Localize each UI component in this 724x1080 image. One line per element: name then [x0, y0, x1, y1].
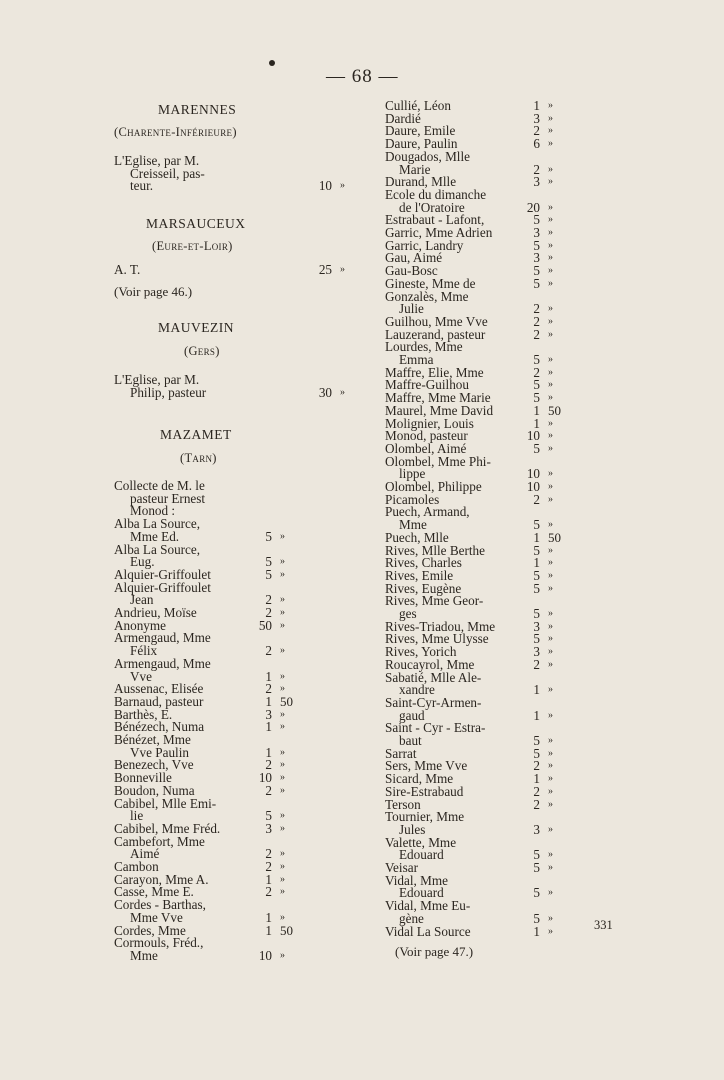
entry-cents: »: [548, 417, 553, 429]
entry-cents: »: [280, 670, 285, 682]
entry-name-line: Maffre, Mme Marie: [385, 390, 491, 406]
entry-name-line: Puech, Armand,: [385, 504, 470, 520]
entry-amount: 5: [533, 237, 540, 253]
entry-amount: 2: [533, 161, 540, 177]
entry-name-line: Alquier-Griffoulet: [114, 579, 211, 595]
entry-amount: 5: [533, 390, 540, 406]
entry-cents: »: [280, 746, 285, 758]
entry-name-line: Jean: [130, 592, 154, 608]
entry-name-line: teur.: [130, 178, 154, 194]
entry-name-line: Guilhou, Mme Vve: [385, 313, 488, 329]
entry-cents: »: [548, 798, 553, 810]
entry-amount: 2: [533, 491, 540, 507]
entry-amount: 2: [533, 364, 540, 380]
section-heading: MARSAUCEUX: [146, 216, 246, 231]
entry-name-line: xandre: [399, 682, 435, 698]
entry-amount: 5: [265, 554, 272, 570]
entry-name-line: A. T.: [114, 262, 141, 277]
entry-amount: 5: [533, 580, 540, 596]
section-region: (Eure-et-Loir): [152, 239, 233, 253]
entry-cents: »: [280, 822, 285, 834]
entry-amount: 5: [533, 542, 540, 558]
entry-amount: 5: [533, 860, 540, 875]
entry-name-line: Maffre-Guilhou: [385, 377, 469, 393]
entry-amount: 10: [526, 479, 540, 494]
entry-cents: »: [548, 201, 553, 213]
entry-name-line: Andrieu, Moïse: [114, 605, 197, 620]
entry-name-line: Julie: [399, 301, 424, 317]
entry-cents: »: [548, 112, 553, 124]
entry-name-line: Jules: [399, 821, 426, 837]
entry-cents: »: [548, 747, 553, 759]
entry-name-line: Cormouls, Fréd.,: [114, 935, 204, 951]
entry-name-line: Barthès, E.: [114, 706, 173, 722]
entry-amount: 5: [533, 212, 540, 228]
entry-cents: »: [280, 594, 285, 606]
entry-name-line: Vve Paulin: [130, 744, 189, 760]
section-region: (Gers): [184, 344, 220, 358]
entry-cents: »: [280, 810, 285, 822]
column-total: 331: [594, 918, 613, 932]
section-region: (Charente-Inférieure): [114, 125, 237, 139]
entry-amount: 3: [533, 174, 540, 190]
entry-amount: 2: [265, 846, 272, 862]
entry-name-line: Bénézet, Mme: [114, 732, 191, 747]
entry-cents: 50: [280, 922, 293, 938]
entry-name-line: Saint - Cyr - Estra-: [385, 720, 486, 736]
entry-amount: 5: [533, 847, 540, 863]
entry-cents: »: [548, 684, 553, 696]
entry-cents: »: [548, 633, 553, 645]
entry-name-line: Sarrat: [385, 745, 417, 761]
entry-amount: 5: [533, 606, 540, 621]
entry-amount: 5: [265, 566, 272, 582]
entry-cents: »: [280, 708, 285, 720]
entry-name-line: Roucayrol, Mme: [385, 656, 475, 672]
entry-cents: »: [280, 861, 285, 872]
entry-cents: »: [280, 530, 285, 542]
entry-amount: 10: [526, 466, 540, 482]
entry-amount: 3: [533, 225, 540, 240]
entry-amount: 3: [533, 618, 540, 634]
entry-name-line: Monod, pasteur: [385, 428, 468, 444]
entry-amount: 2: [265, 605, 272, 620]
entry-amount: 25: [318, 262, 332, 277]
entry-name-line: Saint-Cyr-Armen-: [385, 694, 482, 710]
entry-amount: 3: [533, 110, 540, 126]
entry-name-line: Cambon: [114, 859, 159, 874]
entry-amount: 2: [533, 313, 540, 329]
entry-name-line: L'Eglise, par M.: [114, 153, 200, 168]
entry-name-line: Rives, Eugène: [385, 580, 462, 596]
entry-amount: 2: [533, 758, 540, 774]
entry-amount: 5: [533, 885, 540, 901]
entry-name-line: Gonzalès, Mme: [385, 288, 469, 304]
entry-name-line: Carayon, Mme A.: [114, 871, 209, 887]
entry-cents: »: [548, 620, 553, 632]
entry-amount: 5: [533, 263, 540, 279]
entry-amount: 30: [318, 384, 332, 400]
entry-amount: 1: [533, 682, 540, 698]
entry-name-line: Aussenac, Elisée: [114, 681, 204, 697]
entry-name-line: Cabibel, Mlle Emi-: [114, 795, 217, 811]
entry-amount: 3: [533, 644, 540, 660]
entry-name-line: Anonyme: [114, 617, 167, 633]
entry-cents: »: [548, 315, 553, 327]
entry-amount: 2: [265, 592, 272, 608]
entry-name-line: Lourdes, Mme: [385, 339, 463, 355]
entry-name-line: Rives, Mme Geor-: [385, 593, 484, 609]
entry-cents: »: [280, 568, 285, 580]
entry-name-line: Philip, pasteur: [130, 384, 207, 400]
entry-cents: »: [548, 227, 553, 238]
entry-name-line: Cullié, Léon: [385, 98, 451, 113]
entry-cents: »: [548, 214, 553, 226]
entry-cents: »: [548, 176, 553, 188]
entry-amount: 2: [265, 757, 272, 773]
entry-name-line: Lauzerand, pasteur: [385, 326, 486, 342]
entry-name-line: Vve: [130, 668, 152, 684]
entry-amount: 1: [533, 923, 540, 939]
entry-cents: »: [548, 862, 553, 873]
entry-name-line: Vidal, Mme: [385, 872, 448, 888]
entry-amount: 1: [533, 771, 540, 787]
entry-name-line: lippe: [399, 466, 426, 482]
entry-name-line: Mme Vve: [130, 909, 183, 925]
entry-amount: 3: [533, 250, 540, 266]
entry-name-line: Olombel, Philippe: [385, 479, 482, 494]
entry-cents: »: [548, 823, 553, 835]
entry-cents: »: [548, 582, 553, 594]
entry-amount: 3: [533, 821, 540, 837]
entry-name-line: Dardié: [385, 110, 421, 126]
entry-cents: »: [548, 277, 553, 289]
section-heading: MARENNES: [158, 102, 237, 117]
entry-amount: 1: [265, 909, 272, 925]
entry-cents: »: [280, 721, 285, 733]
entry-amount: 10: [318, 178, 332, 194]
entry-name-line: Tournier, Mme: [385, 809, 465, 825]
entry-amount: 2: [533, 301, 540, 317]
entry-cents: »: [548, 519, 553, 531]
entry-cents: »: [548, 481, 553, 492]
entry-name-line: Garric, Landry: [385, 237, 464, 253]
entry-amount: 1: [265, 719, 272, 735]
entry-amount: 20: [526, 199, 540, 215]
entry-name-line: Olombel, Mme Phi-: [385, 453, 491, 469]
entry-amount: 5: [533, 631, 540, 647]
entry-cents: »: [548, 658, 553, 670]
entry-name-line: Boudon, Numa: [114, 782, 195, 798]
entry-name-line: Aimé: [130, 846, 160, 862]
entry-cents: »: [548, 735, 553, 746]
entry-name-line: Cordes - Barthas,: [114, 897, 206, 913]
entry-amount: 2: [533, 796, 540, 812]
entry-cents: »: [548, 709, 553, 721]
entry-name-line: Creisseil, pas-: [130, 165, 205, 181]
entry-name-line: Durand, Mlle: [385, 174, 457, 190]
entry-name-line: Sire-Estrabaud: [385, 783, 464, 799]
entry-name-line: Cabibel, Mme Fréd.: [114, 820, 221, 836]
entry-amount: 1: [265, 871, 272, 887]
entry-name-line: Sabatié, Mlle Ale-: [385, 669, 482, 685]
entry-amount: 5: [533, 377, 540, 393]
entry-amount: 2: [265, 782, 272, 798]
entry-name-line: Félix: [130, 643, 158, 659]
entry-amount: 1: [533, 707, 540, 723]
entry-amount: 5: [533, 733, 540, 748]
entry-cents: »: [548, 442, 553, 454]
entry-amount: 10: [526, 428, 540, 444]
entry-cents: »: [280, 607, 285, 618]
entry-cents: »: [548, 849, 553, 861]
entry-cents: »: [280, 556, 285, 568]
entry-amount: 5: [533, 910, 540, 926]
entry-name-line: Emma: [399, 352, 434, 367]
entry-amount: 2: [265, 884, 272, 900]
entry-cents: »: [548, 557, 553, 569]
entry-cents: »: [280, 949, 285, 961]
entry-name-line: Edouard: [399, 847, 444, 863]
entry-cents: »: [548, 925, 553, 937]
entry-name-line: Armengaud, Mme: [114, 655, 211, 671]
entry-amount: 1: [533, 415, 540, 431]
entry-amount: 5: [265, 528, 272, 544]
entry-name-line: Vidal, Mme Eu-: [385, 898, 471, 914]
entry-cents: »: [548, 125, 553, 137]
entry-amount: 2: [265, 859, 272, 874]
entry-cents: »: [340, 264, 345, 275]
entry-cents: »: [548, 773, 553, 785]
entry-cents: »: [548, 760, 553, 772]
entry-name-line: Vidal La Source: [385, 923, 471, 939]
section-region: (Tarn): [180, 451, 217, 465]
entry-name-line: Puech, Mlle: [385, 529, 449, 545]
entry-cents: 50: [548, 529, 561, 545]
entry-name-line: Marie: [399, 161, 431, 177]
entry-amount: 2: [265, 681, 272, 697]
entry-amount: 1: [265, 668, 272, 684]
entry-amount: 5: [533, 517, 540, 533]
section-heading: MAZAMET: [160, 427, 232, 442]
entry-name-line: Daure, Paulin: [385, 136, 458, 152]
entry-cents: »: [280, 772, 285, 784]
entry-name-line: baut: [399, 733, 422, 748]
entry-amount: 3: [265, 820, 272, 836]
entry-cents: »: [280, 619, 285, 631]
entry-amount: 1: [533, 529, 540, 545]
entry-name-line: Ecole du dimanche: [385, 186, 487, 202]
entry-cents: »: [548, 912, 553, 924]
entry-name-line: Cordes, Mme: [114, 922, 186, 938]
entry-cents: »: [548, 163, 553, 175]
entry-cents: »: [548, 252, 553, 264]
entry-cents: »: [548, 569, 553, 581]
entry-cents: »: [548, 785, 553, 797]
entry-cents: »: [548, 493, 553, 505]
entry-name-line: Veisar: [385, 860, 418, 875]
entry-amount: 5: [265, 808, 272, 824]
entry-name-line: Mme: [130, 947, 158, 963]
entry-cents: »: [548, 366, 553, 378]
section-heading: MAUVEZIN: [158, 320, 234, 335]
entry-cents: »: [280, 848, 285, 860]
entry-amount: 3: [265, 706, 272, 722]
entry-cents: »: [280, 784, 285, 796]
entry-name-line: Sicard, Mme: [385, 771, 454, 787]
entry-name-line: Alquier-Griffoulet: [114, 566, 211, 582]
entry-name-line: gène: [399, 910, 424, 926]
entry-cents: »: [548, 430, 553, 442]
entry-amount: 5: [533, 352, 540, 367]
entry-amount: 1: [533, 98, 540, 113]
page-number: — 68 —: [326, 66, 399, 87]
entry-amount: 5: [533, 440, 540, 456]
entry-name-line: Eug.: [130, 554, 155, 570]
entry-cents: 50: [280, 693, 293, 709]
entry-cents: »: [340, 180, 345, 192]
entry-amount: 2: [265, 643, 272, 659]
entry-name-line: Daure, Emile: [385, 123, 456, 139]
entry-cents: »: [280, 886, 285, 898]
entry-amount: 5: [533, 745, 540, 761]
entry-cents: »: [340, 386, 345, 398]
entry-amount: 2: [533, 656, 540, 672]
entry-cents: »: [280, 645, 285, 657]
entry-amount: 2: [533, 326, 540, 342]
entry-name-line: Rives, Mme Ulysse: [385, 631, 489, 647]
entry-name-line: Maffre, Elie, Mme: [385, 364, 484, 380]
entry-name-line: pasteur Ernest: [130, 490, 206, 506]
entry-cents: »: [548, 379, 553, 391]
entry-name-line: Collecte de M. le: [114, 478, 205, 493]
entry-cents: »: [548, 544, 553, 556]
entry-name-line: Rives, Yorich: [385, 644, 457, 660]
entry-name-line: Sers, Mme Vve: [385, 758, 468, 774]
entry-name-line: gaud: [399, 707, 425, 723]
entry-cents: »: [548, 239, 553, 251]
entry-name-line: Picamoles: [385, 491, 440, 507]
entry-name-line: Olombel, Aimé: [385, 440, 467, 456]
entry-name-line: Rives, Emile: [385, 567, 454, 583]
entry-cents: »: [548, 328, 553, 340]
entry-name-line: Mme: [399, 517, 427, 533]
entry-cents: »: [280, 911, 285, 923]
entry-cents: »: [548, 138, 553, 150]
entry-name-line: Molignier, Louis: [385, 415, 474, 431]
entry-name-line: Mme Ed.: [130, 528, 180, 544]
entry-amount: 6: [533, 136, 540, 152]
entry-amount: 10: [258, 947, 272, 963]
ink-dot: [269, 60, 275, 66]
entry-name-line: Maurel, Mme David: [385, 402, 494, 418]
entry-amount: 1: [265, 744, 272, 760]
entry-name-line: Cambefort, Mme: [114, 833, 205, 849]
entry-name-line: Dougados, Mlle: [385, 148, 470, 164]
entry-name-line: Alba La Source,: [114, 541, 201, 557]
entry-name-line: Rives, Charles: [385, 555, 462, 571]
entry-cents: »: [548, 100, 553, 111]
entry-name-line: L'Eglise, par M.: [114, 372, 200, 387]
entry-amount: 2: [533, 123, 540, 139]
entry-cents: »: [548, 392, 553, 404]
entry-name-line: Terson: [385, 796, 421, 812]
entry-name-line: Gau-Bosc: [385, 263, 438, 279]
entry-cents: »: [548, 887, 553, 899]
entry-cents: »: [548, 354, 553, 365]
entry-name-line: Barnaud, pasteur: [114, 693, 204, 709]
entry-cents: »: [548, 468, 553, 480]
entry-name-line: Garric, Mme Adrien: [385, 225, 493, 240]
see-also-note: (Voir page 47.): [395, 944, 474, 960]
entry-name-line: de l'Oratoire: [399, 199, 465, 215]
see-also-note: (Voir page 46.): [114, 284, 193, 299]
entry-cents: »: [548, 265, 553, 277]
entry-name-line: Gineste, Mme de: [385, 275, 476, 291]
entry-name-line: Casse, Mme E.: [114, 884, 194, 900]
entry-cents: »: [548, 303, 553, 315]
entry-name-line: Armengaud, Mme: [114, 630, 211, 646]
entry-name-line: Edouard: [399, 885, 444, 901]
entry-cents: »: [280, 759, 285, 771]
entry-name-line: Gau, Aimé: [385, 250, 443, 266]
entry-name-line: Rives, Mlle Berthe: [385, 542, 485, 558]
entry-name-line: Benezech, Vve: [114, 757, 194, 773]
entry-amount: 10: [258, 770, 272, 786]
entry-cents: »: [548, 608, 553, 619]
entry-amount: 1: [265, 922, 272, 938]
entry-name-line: Rives-Triadou, Mme: [385, 618, 496, 634]
entry-name-line: lie: [130, 808, 144, 824]
entry-amount: 1: [533, 555, 540, 571]
entry-amount: 5: [533, 275, 540, 291]
entry-amount: 2: [533, 783, 540, 799]
entry-name-line: Bénézech, Numa: [114, 719, 205, 735]
entry-name-line: Estrabaut - Lafont,: [385, 212, 485, 228]
entry-cents: »: [548, 646, 553, 658]
entry-amount: 1: [265, 693, 272, 709]
entry-cents: »: [280, 873, 285, 885]
entry-amount: 5: [533, 567, 540, 583]
entry-name-line: Alba La Source,: [114, 516, 201, 532]
entry-name-line: ges: [399, 606, 417, 621]
entry-cents: »: [280, 683, 285, 695]
entry-amount: 1: [533, 402, 540, 418]
entry-name-line: Valette, Mme: [385, 834, 457, 850]
entry-name-line: Monod :: [130, 503, 176, 519]
entry-cents: 50: [548, 402, 561, 418]
entry-amount: 50: [258, 617, 272, 633]
entry-name-line: Bonneville: [114, 770, 172, 786]
